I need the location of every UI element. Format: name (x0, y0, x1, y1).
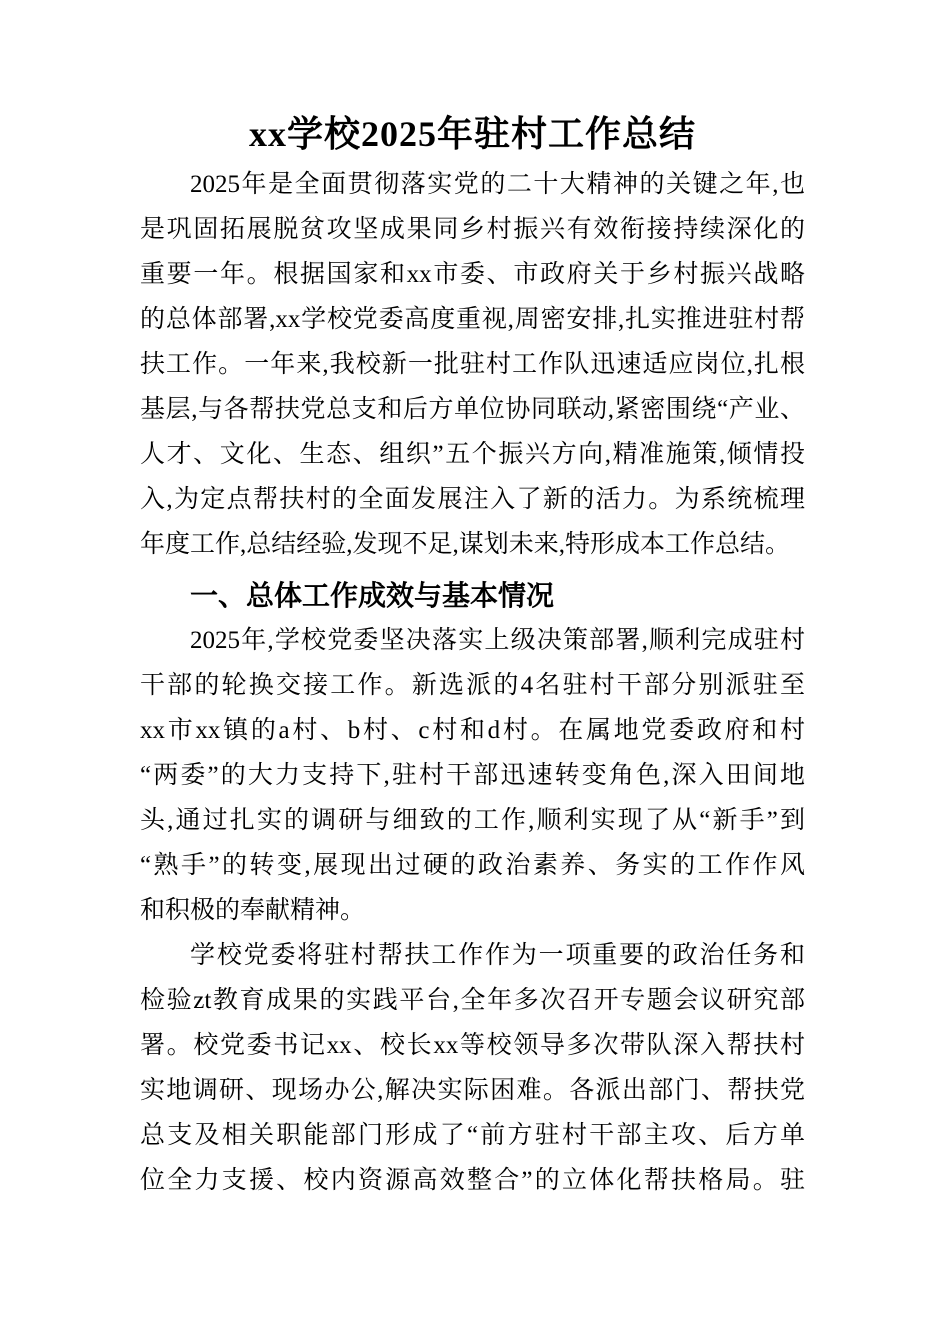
section-heading: 一、总体工作成效与基本情况 (190, 580, 555, 611)
document-body (140, 162, 805, 1203)
doc-title: xx学校2025年驻村工作总结 (248, 114, 696, 154)
text-line: 2025年是全面贯彻落实党的二十大精神的关键之年,也 (190, 171, 805, 198)
text-line: 的总体部署,xx学校党委高度重视,周密安排,扎实推进驻村帮 (140, 306, 805, 333)
text-line: xx市xx镇的a村、b村、c村和d村。在属地党委政府和村 (140, 717, 805, 744)
text-line: 检验zt教育成果的实践平台,全年多次召开专题会议研究部 (140, 987, 805, 1014)
text-line: “熟手”的转变,展现出过硬的政治素养、务实的工作作风 (140, 852, 805, 879)
text-line: 总支及相关职能部门形成了“前方驻村干部主攻、后方单 (140, 1122, 805, 1149)
text-line: 2025年,学校党委坚决落实上级决策部署,顺利完成驻村 (190, 627, 805, 654)
text-line: 署。校党委书记xx、校长xx等校领导多次带队深入帮扶村 (140, 1032, 805, 1059)
text-line: 基层,与各帮扶党总支和后方单位协同联动,紧密围绕“产业、 (140, 396, 805, 423)
text-line: 位全力支援、校内资源高效整合”的立体化帮扶格局。驻 (140, 1167, 805, 1194)
text-line: 入,为定点帮扶村的全面发展注入了新的活力。为系统梳理 (140, 486, 805, 513)
text-line: 人才、文化、生态、组织”五个振兴方向,精准施策,倾情投 (140, 441, 805, 468)
text-line: 学校党委将驻村帮扶工作作为一项重要的政治任务和 (190, 942, 805, 969)
text-line: 头,通过扎实的调研与细致的工作,顺利实现了从“新手”到 (140, 807, 805, 834)
text-line: 实地调研、现场办公,解决实际困难。各派出部门、帮扶党 (140, 1077, 805, 1104)
text-line: 是巩固拓展脱贫攻坚成果同乡村振兴有效衔接持续深化的 (140, 216, 805, 243)
text-line: 和积极的奉献精神。 (140, 897, 366, 924)
text-line: 重要一年。根据国家和xx市委、市政府关于乡村振兴战略 (140, 261, 805, 288)
text-line: “两委”的大力支持下,驻村干部迅速转变角色,深入田间地 (140, 762, 805, 789)
text-line: 年度工作,总结经验,发现不足,谋划未来,特形成本工作总结。 (140, 531, 791, 558)
text-line: 扶工作。一年来,我校新一批驻村工作队迅速适应岗位,扎根 (140, 351, 805, 378)
text-line: 干部的轮换交接工作。新选派的4名驻村干部分别派驻至 (140, 672, 805, 699)
